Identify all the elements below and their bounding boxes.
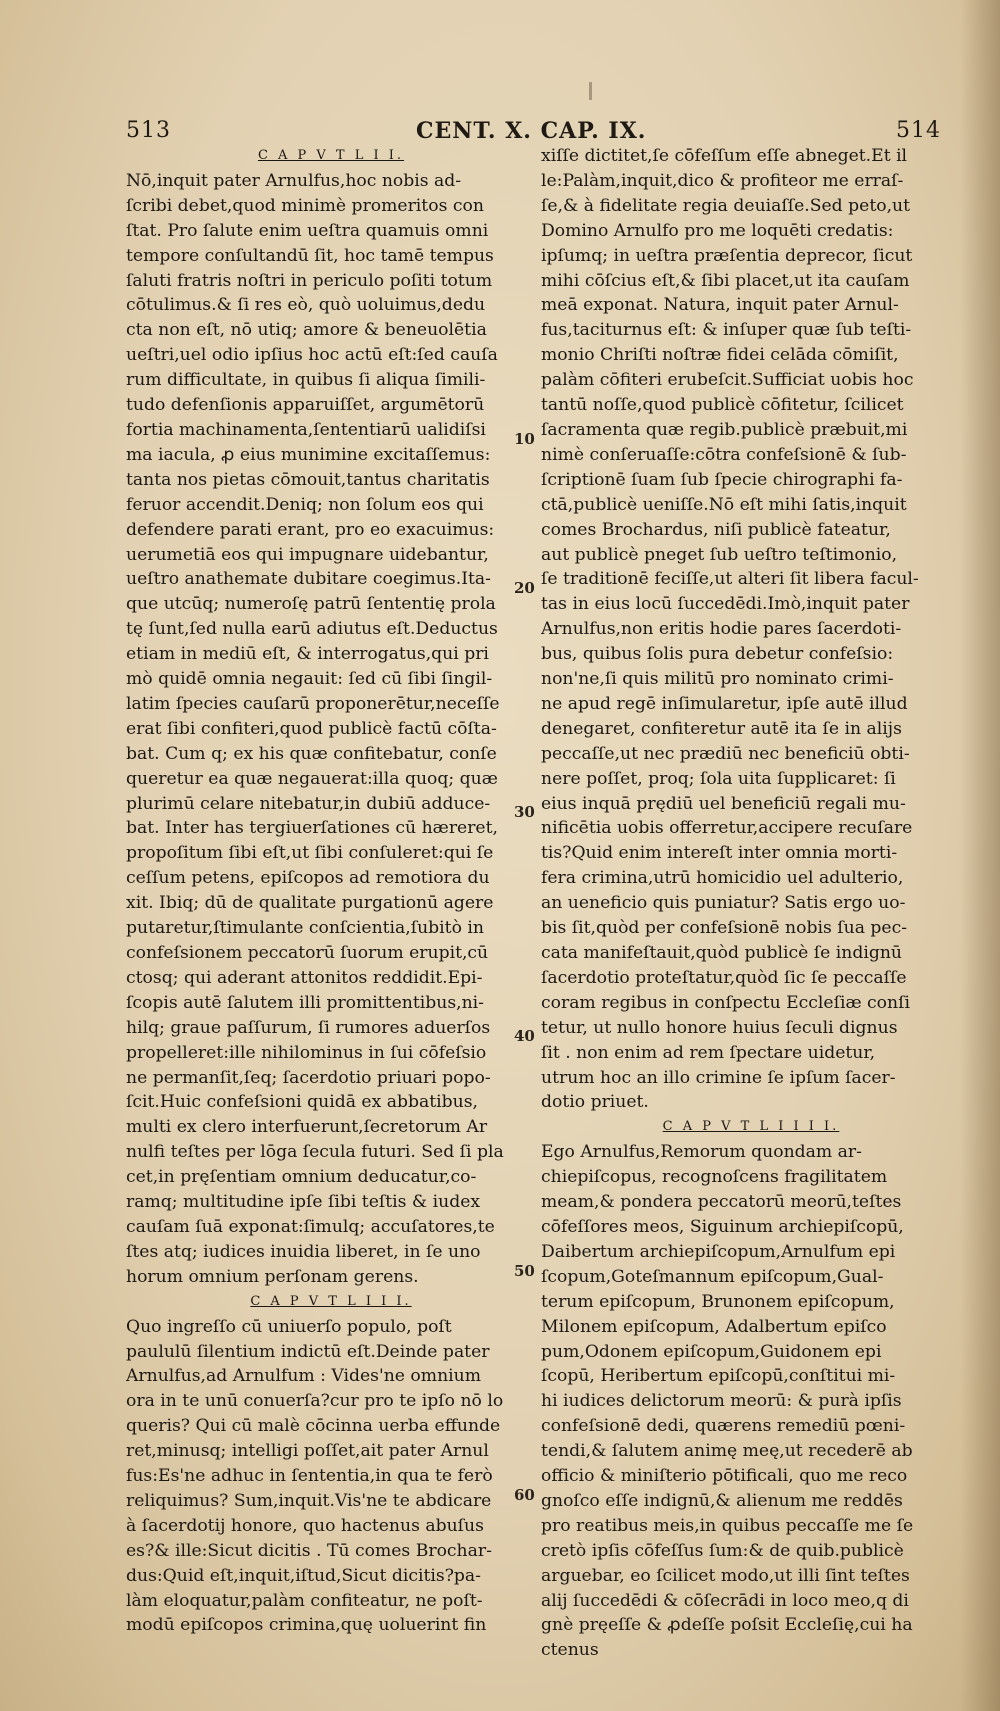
text-line: ctosq; qui aderant attonitos reddidit.Epi- xyxy=(126,967,483,988)
text-line: meam,& pondera peccatorū meorū,teſtes xyxy=(541,1192,902,1213)
chapter-title-text: C A P V T L I I. xyxy=(257,148,405,163)
text-line: es?& ille:Sicut dicitis . Tū comes Brochar- xyxy=(126,1540,492,1561)
text-line: aut publicè pneget ſub ueſtro teſtimonio, xyxy=(541,544,898,565)
text-line: ceſſum petens, epiſcopos ad remotiora du xyxy=(126,868,490,889)
text-line: defendere parati erant, pro eo exacuimus: xyxy=(126,519,495,540)
text-line: mihi cōſcius eſt,& ſibi placet,ut ita cauſam xyxy=(541,270,910,291)
text-line: nimè conſeruaſſe:cōtra confeſsionē & ſub- xyxy=(541,444,907,465)
chapter-title xyxy=(126,144,536,169)
text-line: feruor accendit.Deniq; non ſolum eos qui xyxy=(126,494,484,515)
text-line: tendi,& ſalutem animę meę,ut recederē ab xyxy=(541,1441,913,1462)
text-line: arguebar, eo ſcilicet modo,ut illi ſint teſtes xyxy=(541,1565,910,1586)
chapter-title xyxy=(126,1290,536,1315)
text-line: ſcit.Huic confeſsioni quidā ex abbatibus, xyxy=(126,1092,478,1113)
text-line: ſcriptionē ſuam ſub ſpecie chirographi fa- xyxy=(541,469,903,490)
text-line: ctā,publicè ueniſſe.Nō eſt mihi ſatis,inquit xyxy=(541,494,907,515)
text-line: tudo defenſionis apparuiſſet, argumētorū xyxy=(126,395,485,416)
text-line: tempore conſultandū ſit, hoc tamē tempus xyxy=(126,245,494,266)
text-line: horum omnium perſonam gerens. xyxy=(126,1266,419,1287)
text-line: non'ne,ſi quis militū pro nominato crimi- xyxy=(541,669,894,690)
text-line: erat ſibi confiteri,quod publicè factū cōſta- xyxy=(126,718,497,739)
text-line: bis ſit,quòd per confeſsionē nobis ſua pec- xyxy=(541,918,908,939)
text-line: monio Chriſti noſtræ fidei celāda cōmiſit, xyxy=(541,345,899,366)
right-page-number: 514 xyxy=(896,118,941,143)
text-line: gnoſco eſſe indignū,& alienum me reddēs xyxy=(541,1490,903,1511)
text-line: cauſam ſuā exponat:ſimulq; accuſatores,te xyxy=(126,1216,495,1237)
text-line: ueſtri,uel odio ipſius hoc actū eſt:ſed cauſa xyxy=(126,345,498,366)
chapter-title-text: C A P V T L I I I I. xyxy=(662,1119,840,1135)
chapter-heading: CENT. X. CAP. IX. xyxy=(416,118,647,144)
text-line: xiſſe dictitet,ſe cōfeſſum eſſe abneget.Et il xyxy=(541,146,908,166)
text-line: pro reatibus meis,in quibus peccaſſe me ſe xyxy=(541,1515,914,1536)
text-line: denegaret, confiteretur autē ita ſe in alijs xyxy=(541,718,902,739)
text-line: etiam in mediū eſt, & interrogatus,qui pri xyxy=(126,644,489,665)
text-line: ſaluti fratris noſtri in periculo poſiti totum xyxy=(126,270,493,291)
text-line: ora in te unū conuerſa?cur pro te ipſo nō lo xyxy=(126,1391,504,1412)
text-line: ipſumq; in ueſtra præſentia deprecor, ſicut xyxy=(541,245,913,266)
text-line: bat. Inter has tergiuerſationes cū hæreret, xyxy=(126,818,498,839)
text-line: uerumetiā eos qui impugnare uidebantur, xyxy=(126,544,489,565)
text-line: ſcopum,Goteſmannum epiſcopum,Gual- xyxy=(541,1266,884,1287)
text-line: tis?Quid enim intereſt inter omnia morti- xyxy=(541,843,898,864)
text-line: Daibertum archiepiſcopum,Arnulfum epi xyxy=(541,1241,896,1262)
text-line: nificētia uobis offerretur,accipere recuſare xyxy=(541,818,913,839)
text-line: xit. Ibiq; dū de qualitate purgationū agere xyxy=(126,893,494,914)
text-line: ſit . non enim ad rem ſpectare uidetur, xyxy=(541,1042,876,1063)
text-line: paululū ſilentium indictū eſt.Deinde pater xyxy=(126,1341,490,1362)
text-line: ſcribi debet,quod minimè promeritos con xyxy=(126,195,484,216)
text-line: ne permanſit,ſeq; ſacerdotio priuari popo- xyxy=(126,1067,491,1088)
text-line: à ſacerdotij honore, quo hactenus abuſus xyxy=(126,1515,484,1536)
line-number-20: 20 xyxy=(514,579,535,597)
text-line: tas in eius locū ſuccedēdi.Imò,inquit pater xyxy=(541,594,910,615)
chapter-title xyxy=(541,1115,961,1140)
text-line: utrum hoc an illo crimine ſe ipſum ſacer- xyxy=(541,1067,896,1088)
text-line: terum epiſcopum, Brunonem epiſcopum, xyxy=(541,1291,895,1312)
text-line: queris? Qui cū malè cōcinna uerba effunde xyxy=(126,1416,501,1437)
text-line: fus:Es'ne adhuc in ſententia,in qua te ferò xyxy=(126,1466,493,1487)
text-line: eius inquā prędiū uel beneficiū regali mu- xyxy=(541,793,906,814)
text-line: ſtes atq; iudices inuidia liberet, in ſe uno xyxy=(126,1241,481,1262)
text-line: reliquimus? Sum,inquit.Vis'ne te abdicare xyxy=(126,1490,492,1511)
text-line: bus, quibus ſolis pura debetur confeſsio: xyxy=(541,644,894,665)
text-line: cata manifeſtauit,quòd publicè ſe indignū xyxy=(541,943,903,963)
text-line: ſacerdotio proteſtatur,quòd ſic ſe peccaſſe xyxy=(541,967,907,988)
text-line: ueſtro anathemate dubitare coegimus.Ita- xyxy=(126,569,491,590)
text-line: tantū noſſe,quod publicè cōfitetur, ſcilicet xyxy=(541,395,904,416)
text-line: propelleret:ille nihilominus in ſui cōfeſsio xyxy=(126,1042,487,1063)
text-line: cōfeſſores meos, Siguinum archiepiſcopū, xyxy=(541,1216,904,1237)
text-line: Nō,inquit pater Arnulfus,hoc nobis ad- xyxy=(126,170,462,191)
text-line: nere poſſet, proq; ſola uita ſupplicaret: ſi xyxy=(541,768,896,789)
text-line: alij ſuccedēdi & cōſecrādi in loco meo,q di xyxy=(541,1590,909,1611)
text-line: ſe traditionē feciſſe,ut alteri ſit libera facul- xyxy=(541,569,919,590)
text-line: fus,taciturnus eſt: & inſuper quæ ſub teſti- xyxy=(541,320,912,341)
text-line: le:Palàm,inquit,dico & profiteor me erraſ- xyxy=(541,170,904,191)
text-line: tę ſunt,ſed nulla earū adiutus eſt.Deductus xyxy=(126,619,498,640)
text-line: ma iacula, ꝓ eius munimine excitaſſemus: xyxy=(126,444,491,465)
text-line: chiepiſcopus, recognoſcens fragilitatem xyxy=(541,1167,888,1188)
text-line: tanta nos pietas cōmouit,tantus charitatis xyxy=(126,469,490,490)
text-line: bat. Cum q; ex his quæ confitebatur, conſe xyxy=(126,743,497,764)
text-line: peccaſſe,ut nec prædiū nec beneficiū obti- xyxy=(541,743,910,764)
left-column xyxy=(126,144,536,1638)
text-line: cet,in pręſentiam omnium deducatur,co- xyxy=(126,1167,477,1188)
text-line: dotio priuet. xyxy=(541,1092,649,1113)
text-line: hilq; graue paſſurum, ſi rumores aduerſos xyxy=(126,1017,491,1038)
text-line: pum,Odonem epiſcopum,Guidonem epi xyxy=(541,1341,882,1362)
text-line: ret,minusq; intelligi poſſet,ait pater Arnul xyxy=(126,1441,489,1462)
text-line: nulfi teſtes per lōga ſecula futuri. Sed ſi pla xyxy=(126,1142,504,1163)
text-line: ſtat. Pro ſalute enim ueſtra quamuis omni xyxy=(126,220,489,241)
text-line: cōtulimus.& ſi res eò, quò uoluimus,dedu xyxy=(126,295,486,316)
text-line: rum difficultate, in quibus ſi aliqua ſimili- xyxy=(126,370,486,391)
line-number-10: 10 xyxy=(514,430,535,448)
text-line: coram regibus in conſpectu Eccleſiæ conſi xyxy=(541,992,910,1013)
text-line: fortia machinamenta,ſententiarū ualidiſsi xyxy=(126,419,486,440)
text-line: confeſsionem peccatorū ſuorum erupit,cū xyxy=(126,943,489,963)
text-line: ramq; multitudine ipſe ſibi teſtis & iudex xyxy=(126,1192,481,1213)
text-line: putaretur,ſtimulante conſcientia,ſubitò in xyxy=(126,918,484,939)
text-line: que utcūq; numeroſę patrū ſententię prola xyxy=(126,594,496,615)
text-line: Milonem epiſcopum, Adalbertum epiſco xyxy=(541,1316,887,1337)
ink-mark xyxy=(589,82,592,100)
right-column xyxy=(541,144,961,1663)
text-line: fera crimina,utrū homicidio uel adulterio, xyxy=(541,868,904,889)
text-line: gnè pręeſſe & ꝓdeſſe poſsit Eccleſię,cui ha xyxy=(541,1615,913,1636)
text-line: ſe,& à fidelitate regia deuiaſſe.Sed peto,ut xyxy=(541,195,911,216)
text-line: queretur ea quæ negauerat:illa quoq; quæ xyxy=(126,768,498,789)
text-line: tetur, ut nullo honore huius ſeculi dignus xyxy=(541,1017,898,1038)
text-line: latim ſpecies cauſarū proponerētur,neceſſe xyxy=(126,693,500,714)
text-line: confeſsionē dedi, quærens remediū pœni- xyxy=(541,1416,906,1437)
line-number-60: 60 xyxy=(514,1486,535,1504)
text-line: modū epiſcopos crimina,quę uoluerint fin xyxy=(126,1615,487,1636)
text-line: Arnulfus,non eritis hodie pares ſacerdoti- xyxy=(541,619,902,640)
text-line: officio & miniſterio pōtificali, quo me reco xyxy=(541,1466,908,1487)
text-line: ſcopis autē ſalutem illi promittentibus,ni- xyxy=(126,992,484,1013)
text-line: ſacramenta quæ regib.publicè præbuit,mi xyxy=(541,419,908,440)
text-line: multi ex clero interfuerunt,ſecretorum Ar xyxy=(126,1117,488,1138)
text-line: cretò ipſis cōfeſſus ſum:& de quib.publicè xyxy=(541,1540,904,1561)
text-line: cta non eſt, nō utiq; amore & beneuolētia xyxy=(126,320,487,341)
text-line: comes Brochardus, niſi publicè fateatur, xyxy=(541,519,891,540)
line-number-30: 30 xyxy=(514,803,535,821)
text-line: an ueneficio quis puniatur? Satis ergo uo- xyxy=(541,893,906,914)
text-line: palàm cōfiteri erubeſcit.Sufficiat uobis hoc xyxy=(541,370,914,391)
text-line: Quo ingreſſo cū uniuerſo populo, poſt xyxy=(126,1316,452,1337)
text-line: làm eloquatur,palàm confiteatur, ne poſt- xyxy=(126,1590,483,1611)
text-line: ctenus xyxy=(541,1640,599,1661)
line-number-40: 40 xyxy=(514,1027,535,1045)
text-line: Arnulfus,ad Arnulfum : Vides'ne omnium xyxy=(126,1366,482,1387)
left-page-number: 513 xyxy=(126,118,171,143)
text-line: ne apud regē inſimularetur, ipſe autē illud xyxy=(541,693,908,714)
text-line: propoſitum ſibi eſt,ut ſibi conſuleret:qui ſe xyxy=(126,843,494,864)
chapter-title-text: C A P V T L I I I. xyxy=(250,1293,412,1309)
text-line: hi iudices delictorum meorū: & purà ipſis xyxy=(541,1391,902,1412)
text-line: mò quidē omnia negauit: ſed cū ſibi ſingil- xyxy=(126,669,493,690)
text-line: Domino Arnulfo pro me loquēti credatis: xyxy=(541,220,894,241)
text-line: Ego Arnulfus,Remorum quondam ar- xyxy=(541,1142,862,1163)
text-line: ſcopū, Heribertum epiſcopū,conſtitui mi- xyxy=(541,1366,896,1387)
line-number-50: 50 xyxy=(514,1262,535,1280)
text-line: plurimū celare nitebatur,in dubiū adduce- xyxy=(126,793,491,814)
text-line: dus:Quid eſt,inquit,iſtud,Sicut dicitis?pa- xyxy=(126,1565,481,1586)
text-line: meā exponat. Natura, inquit pater Arnul- xyxy=(541,295,899,316)
